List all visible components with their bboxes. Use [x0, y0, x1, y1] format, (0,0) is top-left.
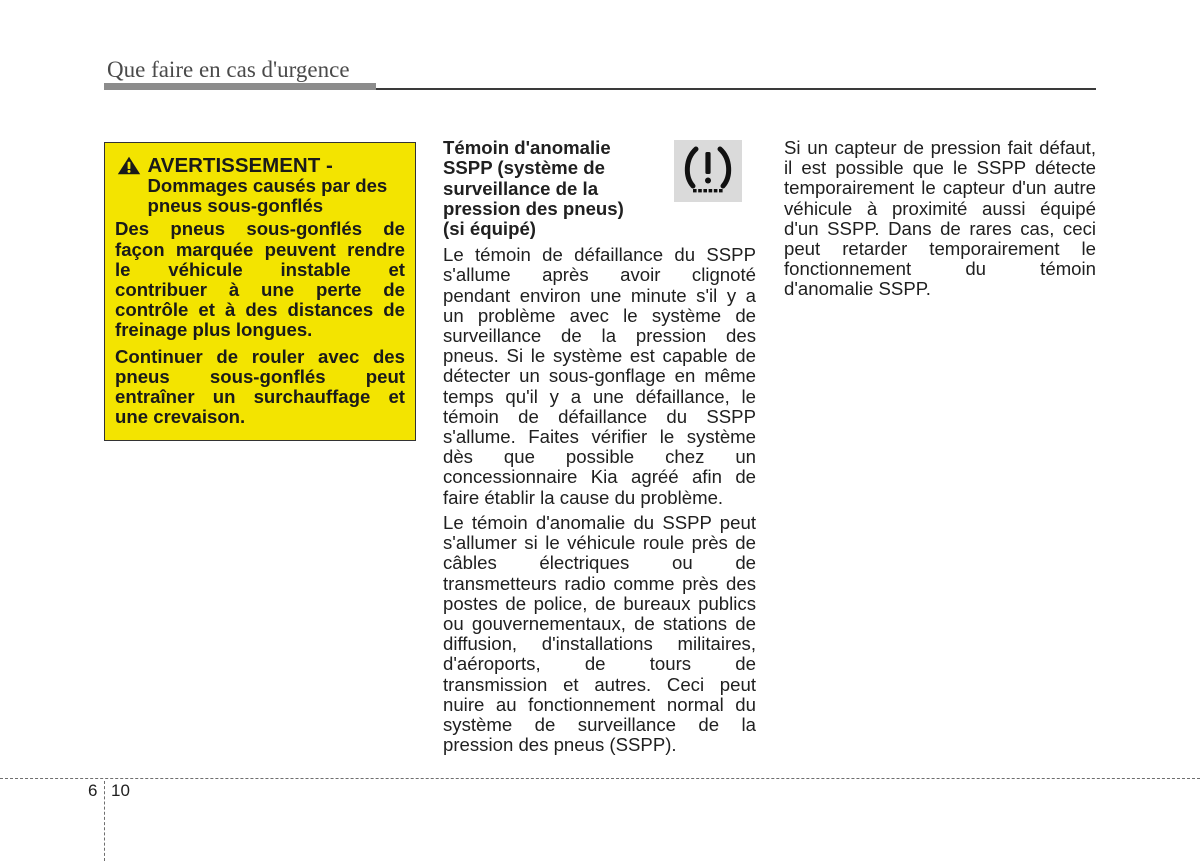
body-text-line: détecter un sous-gonflage en même [443, 365, 756, 387]
warning-box [104, 142, 416, 441]
body-text-line: temporairement le capteur d'un autre [784, 177, 1096, 199]
body-text-line: Le témoin d'anomalie du SSPP peut [443, 511, 756, 533]
body-text-line: témoin de défaillance du SSPP [443, 405, 756, 427]
body-text-line: pression des pneus (SSPP). [443, 734, 677, 756]
body-text-line: d'un SSPP. Dans de rares cas, ceci [784, 217, 1096, 239]
body-text-line: transmetteurs radio comme près des [443, 572, 756, 594]
footer-divider [104, 781, 105, 861]
warning-text-line: freinage plus longues. [115, 319, 313, 341]
warning-text-line: contrôle et à des distances de [115, 299, 405, 321]
body-text-line: câbles électriques ou de [443, 552, 756, 574]
right-column [784, 138, 1096, 300]
body-text-line: il est possible que le SSPP détecte [784, 157, 1096, 179]
body-text-line: nuire au fonctionnement normal du [443, 693, 756, 715]
body-text-line: s'allume après avoir clignoté [443, 264, 756, 286]
body-text-line: dès que possible chez un [443, 446, 756, 468]
warning-text-line: façon marquée peuvent rendre [115, 238, 405, 260]
right-paragraph [784, 138, 1096, 300]
section-title: Que faire en cas d'urgence [107, 57, 350, 82]
footer-rule [0, 778, 1200, 779]
tpms-section [443, 138, 756, 755]
warning-text-line: le véhicule instable et [115, 258, 405, 280]
warning-triangle-icon [117, 156, 141, 175]
warning-text-line: Continuer de rouler avec des [115, 345, 405, 367]
body-text-line: transmission et autres. Ceci peut [443, 673, 756, 695]
page-number: 10 [111, 781, 130, 800]
warning-title: AVERTISSEMENT - [147, 154, 333, 177]
chapter-number: 6 [88, 781, 98, 800]
warning-text-line: pneus sous-gonflés peut [115, 365, 405, 387]
tpms-heading-line: pression des pneus) [443, 197, 624, 219]
body-text-line: diffusion, d'installations militaires, [443, 633, 756, 655]
body-text-line: d'aéroports, de tours de [443, 653, 756, 675]
body-text-line: Si un capteur de pression fait défaut, [784, 137, 1096, 158]
body-text-line: Le témoin de défaillance du SSPP [443, 244, 756, 266]
warning-text-line: une crevaison. [115, 406, 246, 428]
tpms-heading-line: surveillance de la [443, 177, 599, 199]
body-text-line: postes de police, de bureaux publics [443, 592, 756, 614]
warning-subtitle-line: pneus sous-gonflés [147, 195, 324, 217]
body-text-line: un problème avec le système de [443, 304, 756, 326]
warning-paragraph [115, 219, 405, 340]
tpms-heading-line: Témoin d'anomalie [443, 137, 611, 158]
tpms-warning-icon [674, 140, 742, 202]
body-text-line: s'allumer si le véhicule roule près de [443, 532, 756, 554]
body-text-line: surveillance de la pression des [443, 325, 756, 347]
warning-text-line: contribuer à une perte de [115, 279, 405, 301]
warning-text-line: Des pneus sous-gonflés de [115, 218, 405, 240]
body-text-line: concessionnaire Kia agréé afin de [443, 466, 756, 488]
warning-subtitle [148, 176, 406, 216]
body-text-line: d'anomalie SSPP. [784, 278, 931, 300]
body-text-line: s'allume. Faites vérifier le système [443, 426, 756, 448]
body-text-line: peut retarder temporairement le [784, 238, 1096, 260]
tpms-paragraph [443, 245, 756, 508]
tpms-heading-line: (si équipé) [443, 218, 536, 239]
warning-paragraph [115, 347, 405, 428]
body-text-line: fonctionnement du témoin [784, 258, 1096, 280]
body-text-line: système de surveillance de la [443, 713, 756, 735]
body-text-line: faire établir la cause du problème. [443, 486, 724, 508]
warning-subtitle-line: Dommages causés par des [147, 175, 388, 196]
warning-text-line: entraîner un surchauffage et [115, 386, 405, 408]
body-text-line: ou gouvernementaux, de stations de [443, 612, 756, 634]
body-text-line: temps qu'il y a une défaillance, le [443, 385, 756, 407]
tpms-paragraph [443, 513, 756, 755]
tpms-heading-line: SSPP (système de [443, 157, 605, 179]
tpms-icon-box [674, 140, 742, 202]
body-text-line: pneus. Si le système est capable de [443, 345, 756, 367]
body-text-line: véhicule à proximité aussi équipé [784, 197, 1096, 219]
warning-header [115, 155, 405, 216]
header-bar [104, 83, 376, 90]
body-text-line: pendant environ une minute s'il y a [443, 284, 756, 306]
